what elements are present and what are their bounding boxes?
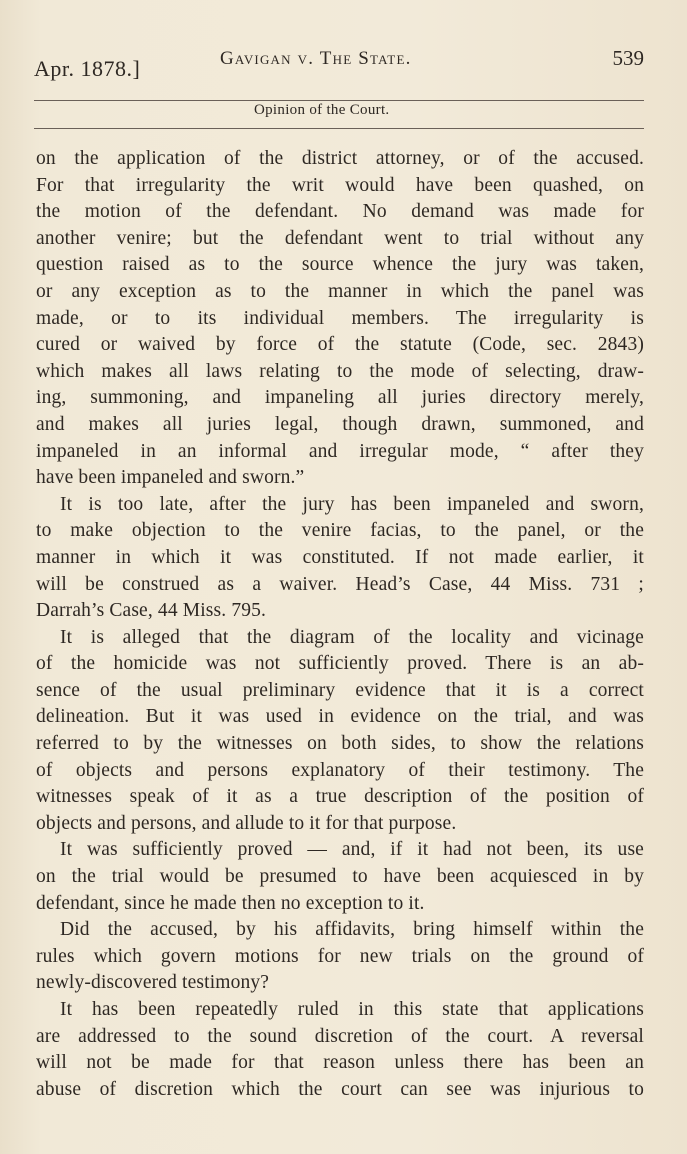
header-case-title: Gavigan v. The State.: [220, 48, 412, 69]
text-line: manner in which it was constituted. If not made earlier, it: [36, 546, 644, 568]
text-line: are addressed to the sound discretion of the court. A reversal: [36, 1025, 644, 1047]
text-line: Darrah’s Case, 44 Miss. 795.: [36, 600, 267, 622]
text-line: For that irregularity the writ would have been quashed, on: [36, 174, 644, 196]
section-subheader: Opinion of the Court.: [254, 102, 390, 118]
text-line: ing, summoning, and impaneling all juries directory merely,: [36, 387, 644, 409]
text-line: It has been repeatedly ruled in this state that applications: [60, 999, 644, 1020]
text-line: on the trial would be presumed to have been acquiesced in by: [36, 866, 644, 888]
page-number: 539: [612, 46, 644, 70]
text-line: which makes all laws relating to the mode of selecting, draw-: [36, 360, 644, 382]
text-line: and makes all juries legal, though drawn, summoned, and: [36, 413, 644, 435]
text-line: on the application of the district attorney, or of the accused.: [36, 148, 644, 169]
text-line: made, or to its individual members. The irregularity is: [36, 307, 644, 329]
text-line: cured or waived by force of the statute (Code, sec. 2843): [36, 334, 644, 356]
text-line: rules which govern motions for new trials on the ground of: [36, 945, 644, 967]
text-line: impaneled in an informal and irregular mode, “ after they: [36, 440, 644, 462]
text-line: defendant, since he made then no exception to it.: [36, 892, 425, 914]
text-line: of the homicide was not sufficiently proved. There is an ab-: [36, 653, 644, 675]
text-line: delineation. But it was used in evidence on the trial, and was: [36, 706, 644, 728]
text-line: objects and persons, and allude to it for that purpose.: [36, 812, 457, 834]
text-line: of objects and persons explanatory of their testimony. The: [36, 759, 644, 781]
header-rule-top: [34, 100, 644, 101]
text-line: question raised as to the source whence the jury was taken,: [36, 254, 644, 276]
header-rule-bottom: [34, 128, 644, 129]
text-line: will not be made for that reason unless there has been an: [36, 1052, 644, 1074]
running-header: [34, 44, 644, 80]
header-date: Apr. 1878.]: [34, 56, 141, 81]
text-line: It is alleged that the diagram of the locality and vicinage: [60, 626, 644, 648]
text-line: It is too late, after the jury has been impaneled and sworn,: [60, 493, 644, 515]
text-line: newly-discovered testimony?: [36, 972, 270, 994]
text-line: to make objection to the venire facias, to the panel, or the: [36, 520, 644, 542]
opinion-body-text: [36, 146, 644, 1103]
text-line: the motion of the defendant. No demand was made for: [36, 201, 644, 223]
text-line: another venire; but the defendant went to trial without any: [36, 227, 644, 249]
text-line: have been impaneled and sworn.”: [36, 467, 305, 489]
text-line: It was sufficiently proved — and, if it had not been, its use: [60, 839, 644, 861]
text-line: referred to by the witnesses on both sides, to show the relations: [36, 733, 644, 755]
text-line: will be construed as a waiver. Head’s Case, 44 Miss. 731 ;: [36, 573, 644, 595]
text-line: Did the accused, by his affidavits, bring himself within the: [60, 919, 644, 941]
text-line: witnesses speak of it as a true description of the position of: [36, 786, 644, 808]
text-line: abuse of discretion which the court can see was injurious to: [36, 1078, 644, 1100]
text-line: sence of the usual preliminary evidence that it is a correct: [36, 679, 644, 701]
text-line: or any exception as to the manner in which the panel was: [36, 280, 644, 302]
